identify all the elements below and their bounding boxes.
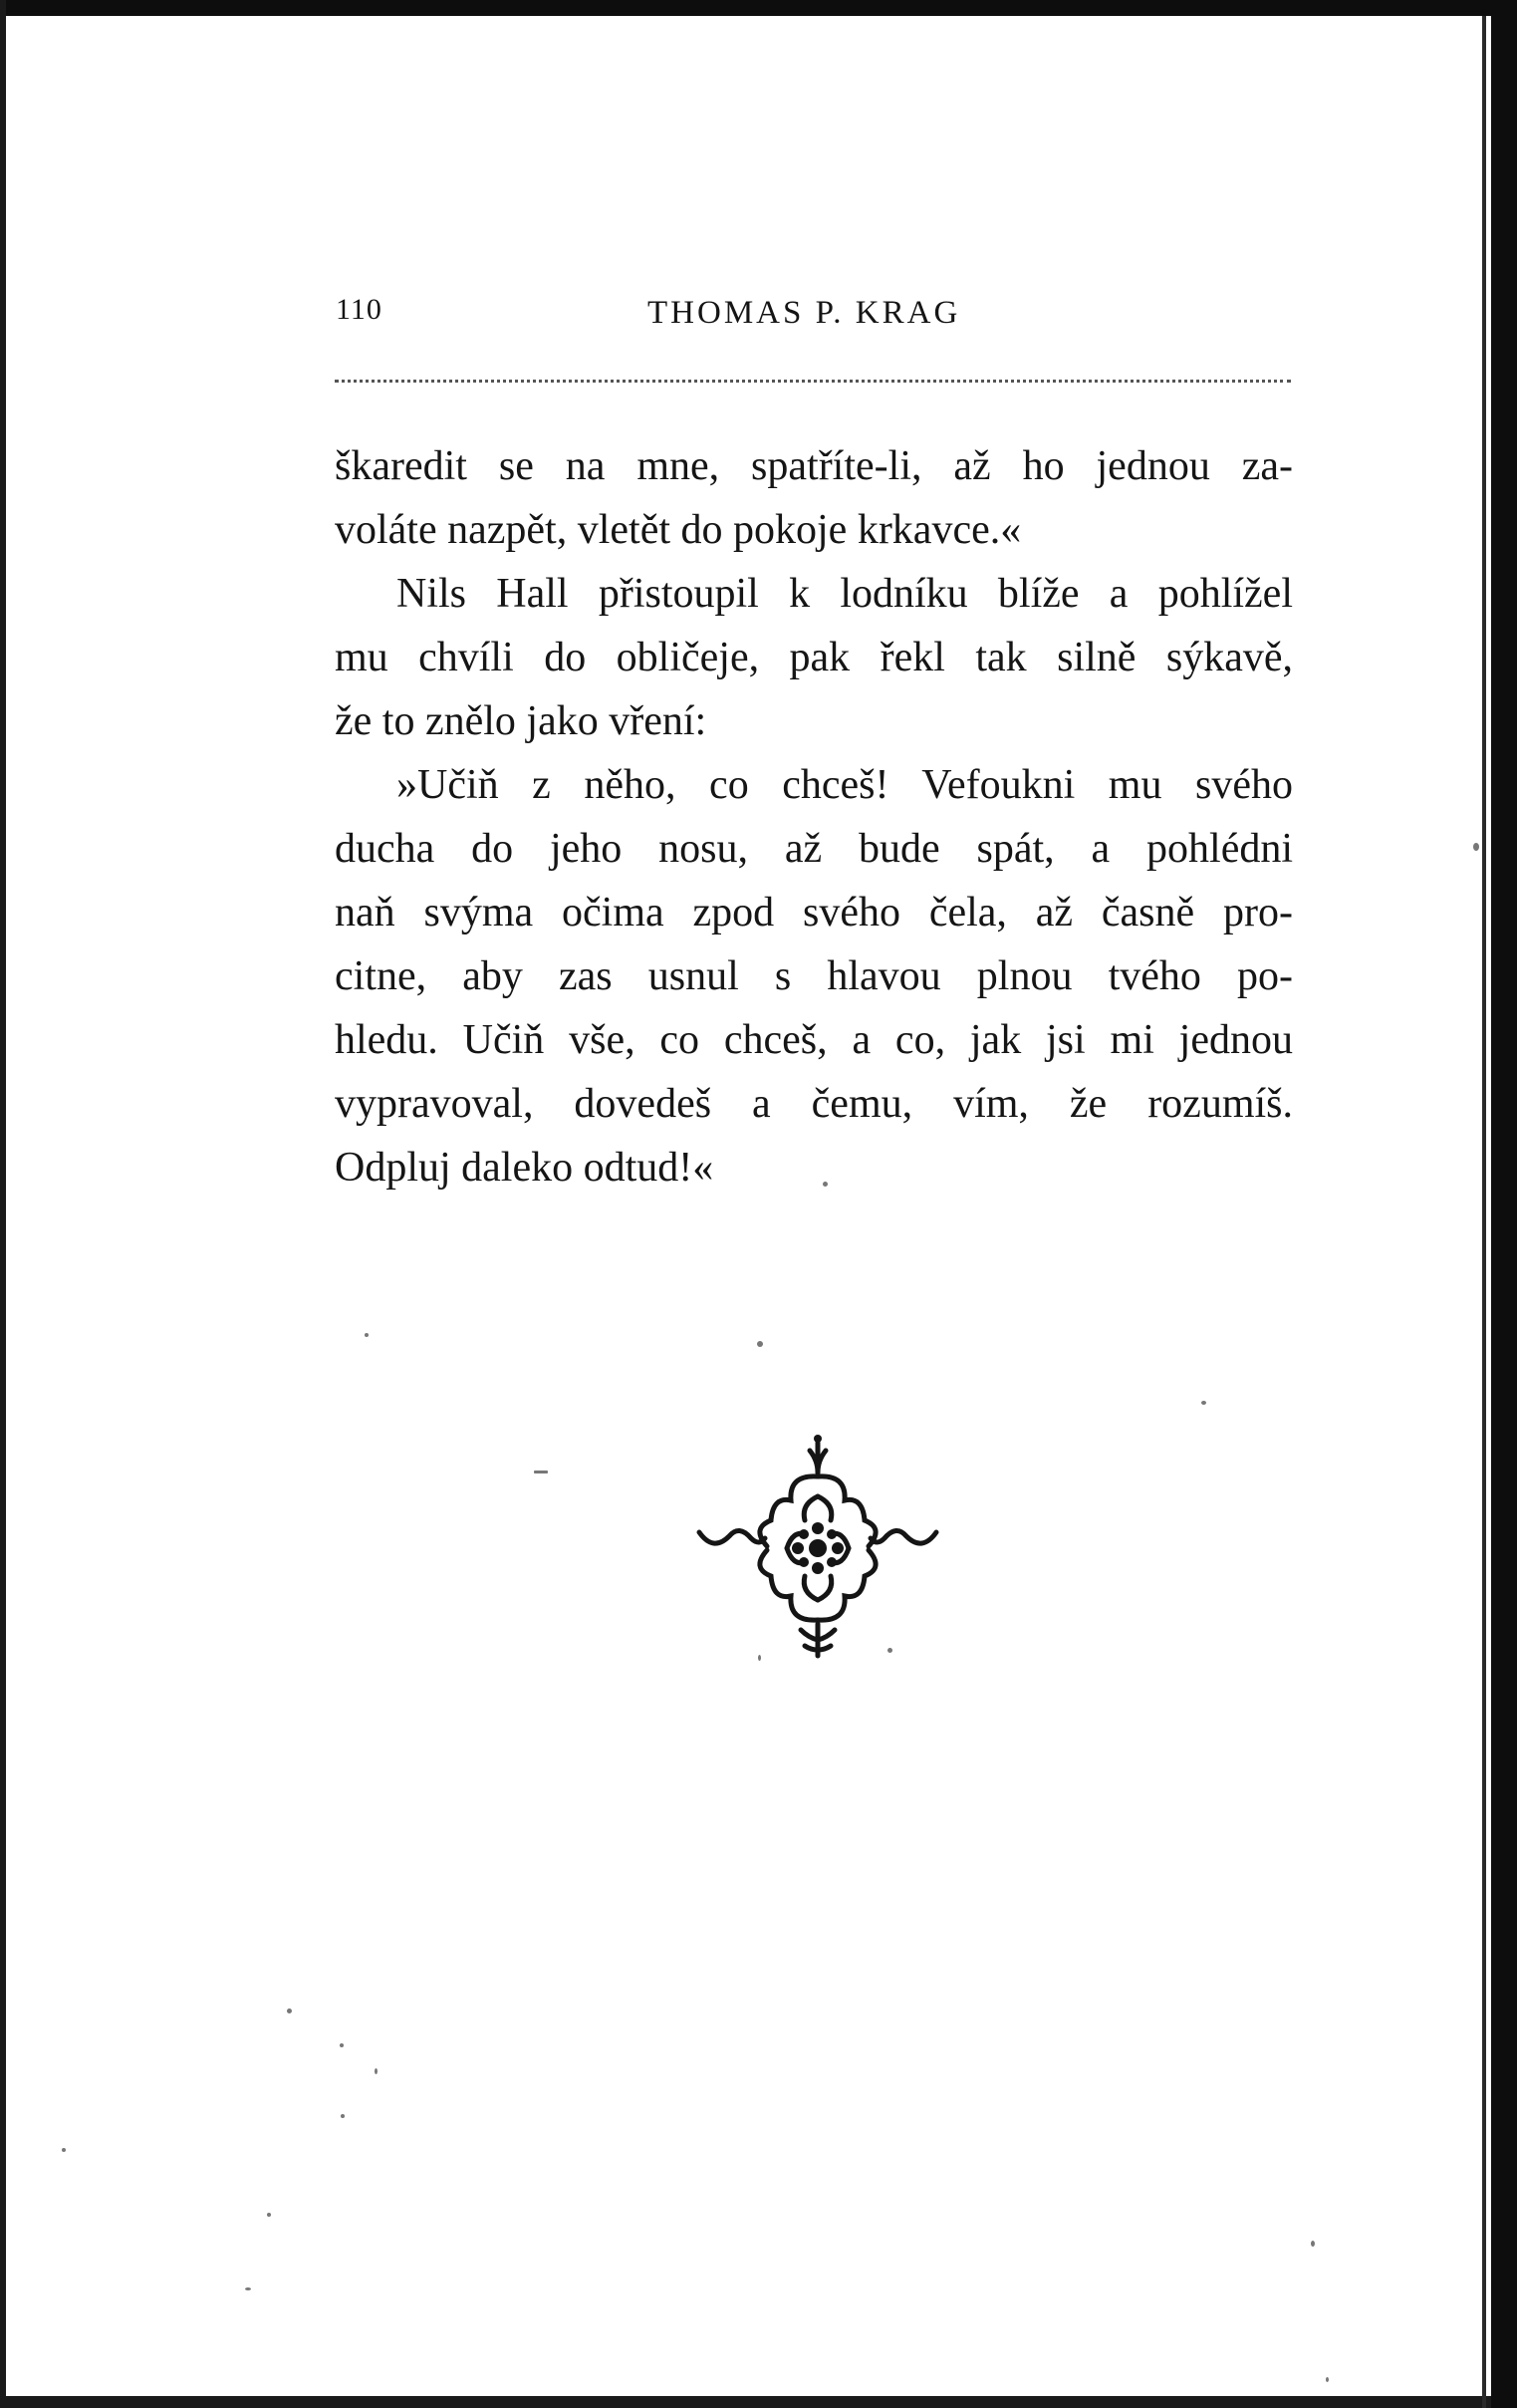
running-title: THOMAS P. KRAG [647,295,961,331]
text-line: »Učiň z něho, co chceš! Vefoukni mu svého [396,762,1293,808]
scan-border-bottom [0,2396,1517,2408]
scan-speck [1311,2241,1315,2247]
scan-border-right [1491,0,1517,2408]
scan-speck [287,2008,292,2013]
text-line: naň svýma očima zpod svého čela, až časně pro- [335,890,1293,936]
book-page [6,16,1482,2396]
scan-speck [758,1655,761,1661]
header-divider [335,380,1291,383]
page-number: 110 [336,293,382,326]
scan-speck [1326,2377,1329,2382]
text-line: ducha do jeho nosu, až bude spát, a pohlédni [335,826,1293,872]
text-line: hledu. Učiň vše, co chceš, a co, jak jsi mi jednou [335,1017,1293,1063]
scan-speck [62,2148,66,2152]
text-line: mu chvíli do obličeje, pak řekl tak silně sýkavě, [335,635,1293,680]
scan-speck [245,2287,251,2290]
scan-speck [375,2068,378,2074]
scan-speck [757,1341,763,1347]
scan-speck [365,1333,369,1337]
text-line: že to znělo jako vření: [335,698,707,744]
scan-speck [823,1182,828,1187]
floral-ornament-icon [693,1425,942,1664]
body-text [335,434,1293,1200]
scan-speck [340,2043,344,2047]
scan-speck [534,1471,548,1473]
text-line: Nils Hall přistoupil k lodníku blíže a pohlížel [396,571,1293,617]
scan-border-right-edge [1482,16,1486,2408]
text-line: Odpluj daleko odtud!« [335,1145,714,1191]
text-line: škaredit se na mne, spatříte-li, až ho jednou za- [335,443,1293,489]
text-line: vypravoval, dovedeš a čemu, vím, že rozumíš. [335,1081,1293,1127]
scan-speck [887,1648,892,1653]
scan-speck [1473,843,1479,851]
scan-speck [341,2114,345,2118]
text-line: citne, aby zas usnul s hlavou plnou tvého po- [335,953,1293,999]
scan-border-top [0,0,1517,16]
text-line: voláte nazpět, vletět do pokoje krkavce.« [335,507,1022,553]
scan-speck [267,2213,271,2217]
scan-speck [1201,1401,1206,1405]
